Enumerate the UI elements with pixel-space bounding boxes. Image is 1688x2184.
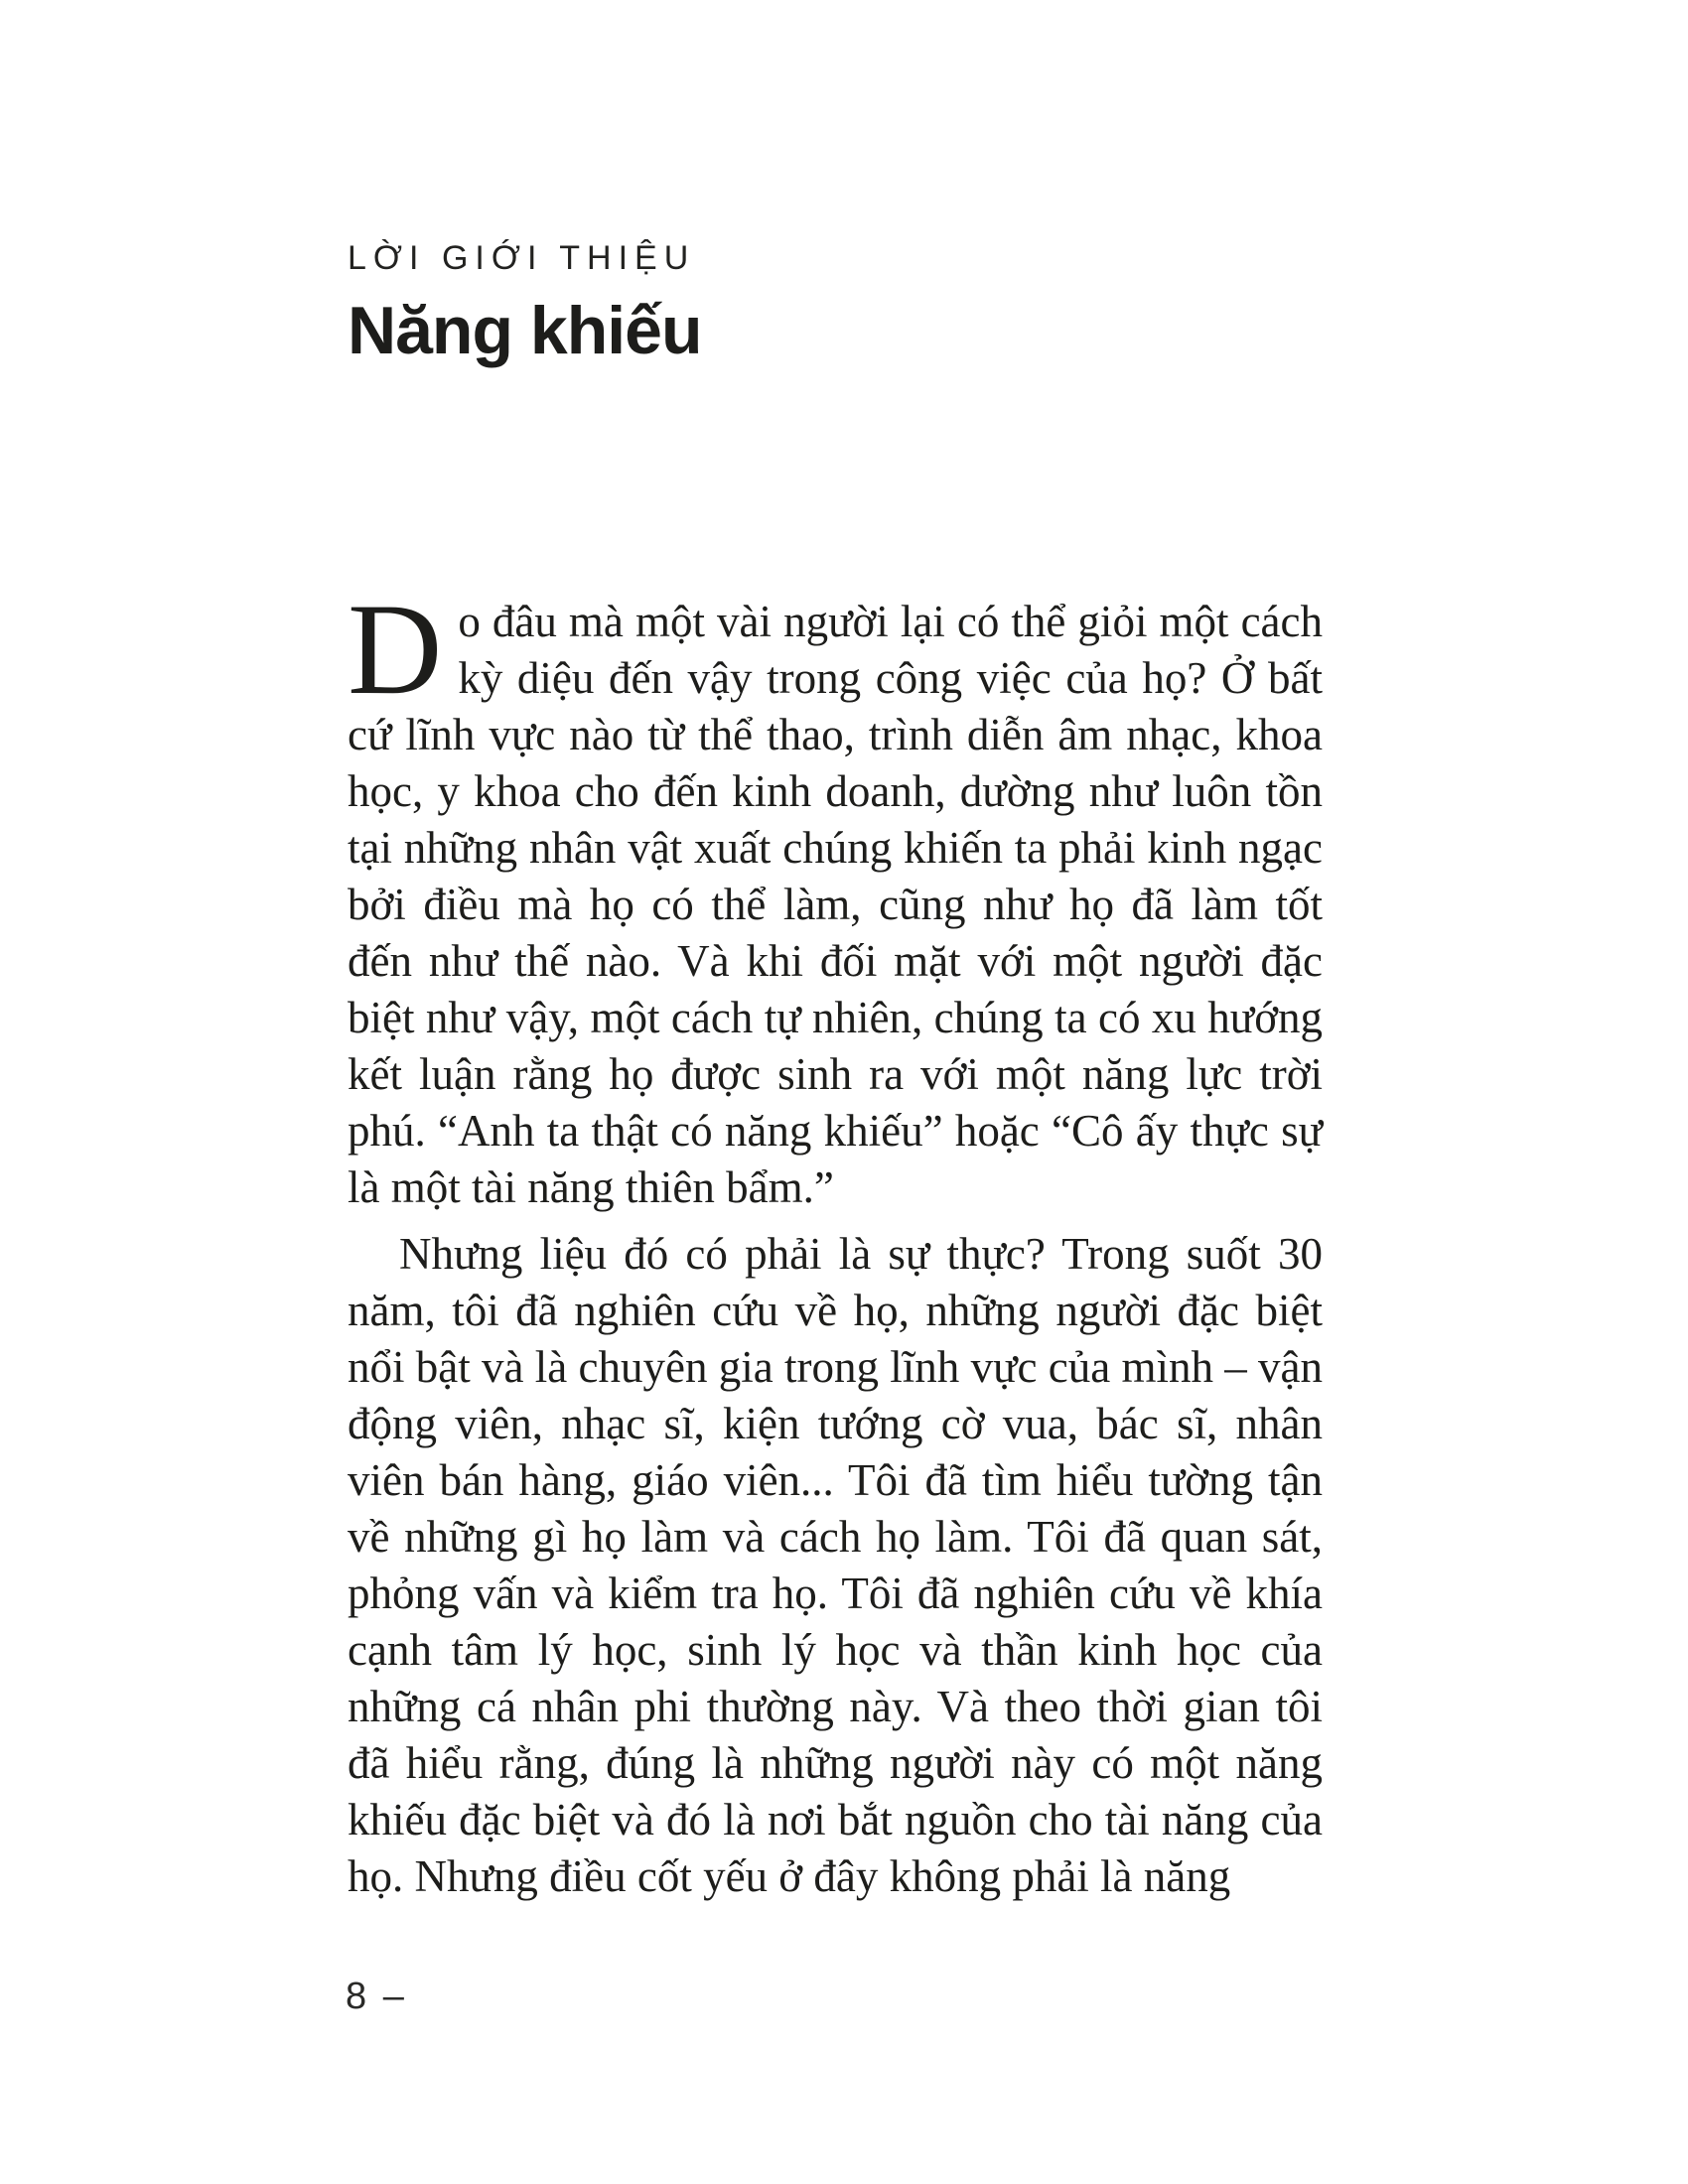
chapter-heading [348, 239, 702, 368]
section-kicker: LỜI GIỚI THIỆU [348, 239, 696, 277]
drop-cap: D [348, 576, 443, 722]
paragraph-1 [348, 576, 1323, 1216]
paragraph-1-text: o đâu mà một vài người lại có thể giỏi một cách kỳ diệu đến vậy trong công việc của họ? Ở bất cứ lĩnh vực nào từ thể thao, trình diễn âm nhạc, khoa học, y khoa cho đến kinh doanh, dường như luôn tồn tại những nhân vật xuất chúng khiến ta phải kinh ngạc bởi điều mà họ có thể làm, cũng như họ đã làm tốt đến như thế nào. Và khi đối mặt với một người đặc biệt như vậy, một cách tự nhiên, chúng ta có xu hướng kết luận rằng họ được sinh ra với một năng lực trời phú. “Anh ta thật có năng khiếu” hoặc “Cô ấy thực sự là một tài năng thiên bẩm.” [348, 597, 1323, 1212]
page-number: 8 – [346, 1976, 407, 2017]
chapter-title: Năng khiếu [348, 293, 702, 368]
paragraph-2: Nhưng liệu đó có phải là sự thực? Trong suốt 30 năm, tôi đã nghiên cứu về họ, những người đặc biệt nổi bật và là chuyên gia trong lĩnh vực của mình – vận động viên, nhạc sĩ, kiện tướng cờ vua, bác sĩ, nhân viên bán hàng, giáo viên... Tôi đã tìm hiểu tường tận về những gì họ làm và cách họ làm. Tôi đã quan sát, phỏng vấn và kiểm tra họ. Tôi đã nghiên cứu về khía cạnh tâm lý học, sinh lý học và thần kinh học của những cá nhân phi thường này. Và theo thời gian tôi đã hiểu rằng, đúng là những người này có một năng khiếu đặc biệt và đó là nơi bắt nguồn cho tài năng của họ. Nhưng điều cốt yếu ở đây không phải là năng [348, 1229, 1323, 1901]
body-text [348, 576, 1323, 1905]
page-footer [346, 1978, 407, 2015]
